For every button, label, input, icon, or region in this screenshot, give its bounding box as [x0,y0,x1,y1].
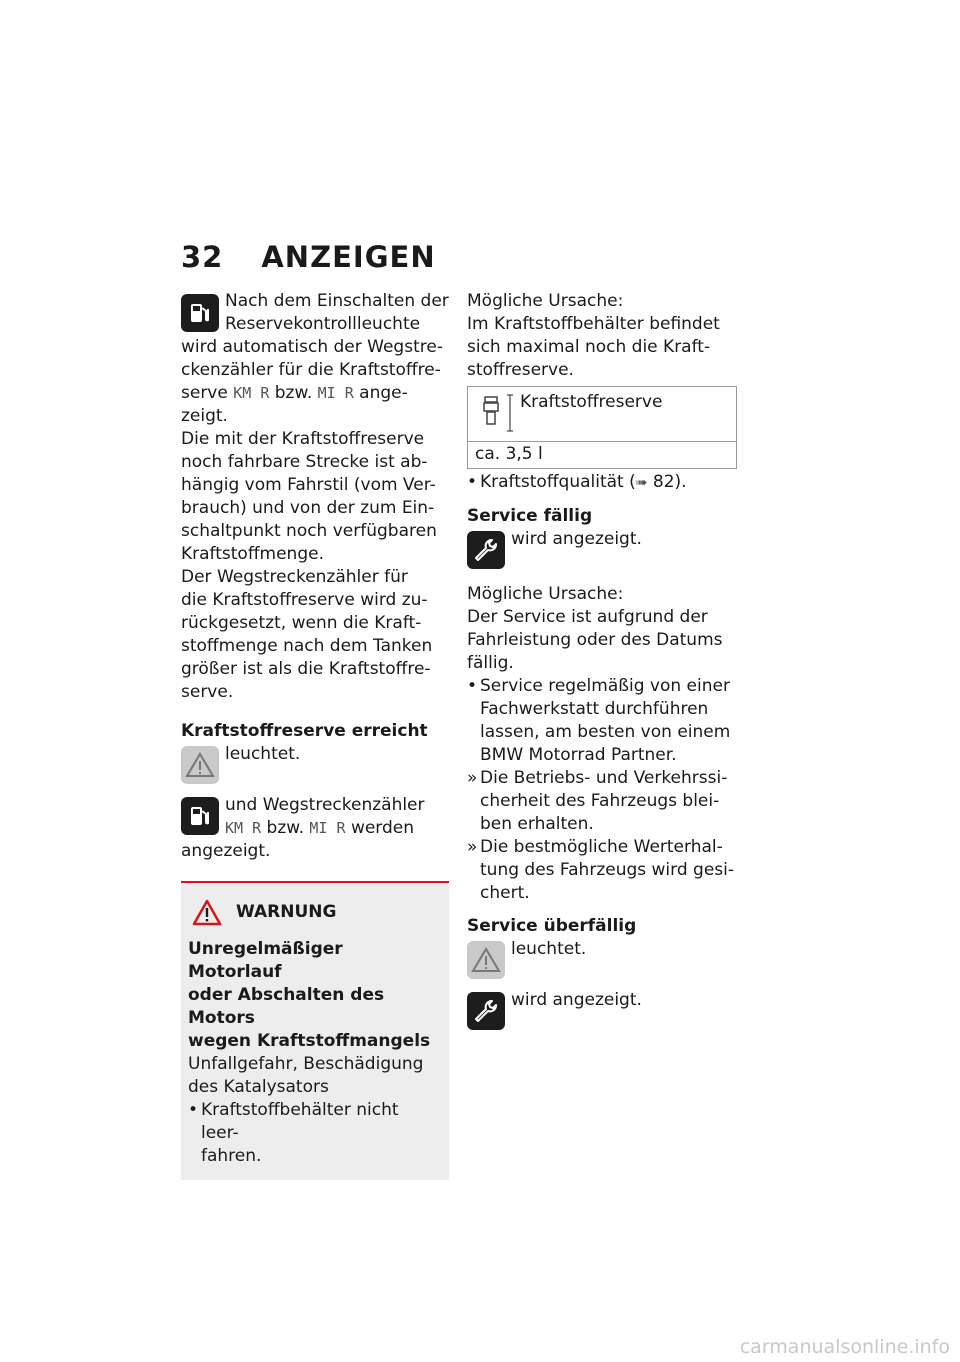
wrench-icon [467,531,505,569]
reserve-light-text: leuchtet. [225,744,301,764]
warning-triangle-icon-2 [467,941,505,979]
reserve-intro-paragraph: Nach dem Einschalten der Reservekontrollleuchte wird automatisch der Wegstre- ckenzähler für die Kraftstoffre- serve KM R bzw. MI R ange- zeigt. [181,291,449,426]
reserve-reached-heading: Kraftstoffreserve erreicht [181,721,428,741]
fuel-pump-icon [181,294,219,332]
warning-title: WARNUNG [188,899,441,926]
reserve-odometer-text: und Wegstreckenzähler KM R bzw. MI R werden angezeigt. [181,795,425,861]
possible-cause-label: Mögliche Ursache: [467,291,624,311]
arrow-right-icon: ➠ [635,475,648,491]
service-overdue-light: leuchtet. [511,939,587,959]
possible-cause-2-text: Der Service ist aufgrund der Fahrleistung oder des Datums fällig. [467,607,723,673]
warning-consequence: Unfallgefahr, Beschädigung des Katalysators [188,1054,424,1097]
fuel-pump-icon-2 [181,797,219,835]
possible-cause-2-label: Mögliche Ursache: [467,584,624,604]
wrench-icon-2 [467,992,505,1030]
service-due-heading: Service fällig [467,506,593,526]
service-overdue-text: wird angezeigt. [511,990,642,1010]
watermark: carmanualsonline.info [739,1336,950,1358]
page-heading [181,240,436,274]
possible-cause-text: Im Kraftstoffbehälter befindet sich maximal noch die Kraft- stoffreserve. [467,314,720,380]
fuel-tank-icon [482,393,514,433]
odometer-code-km: KM R [233,384,270,402]
fuel-quality-item[interactable]: • Kraftstoffqualität (➠ 82). [467,471,737,495]
page-number: 32 [181,240,224,274]
left-column [181,290,449,1180]
reserve-range-paragraph: Die mit der Kraftstoffreserve noch fahrbare Strecke ist ab- hängig vom Fahrstil (vom Ver- brauch) und von der zum Ein- schaltpunkt noch verfügbaren Kraftstoffmenge. [181,429,437,564]
service-result-2: » Die bestmögliche Werterhal- tung des Fahrzeugs wird gesi- chert. [467,836,737,905]
fuel-reserve-table [467,386,737,469]
service-overdue-heading: Service überfällig [467,916,637,936]
fuel-reserve-label: Kraftstoffreserve [520,392,663,412]
warning-instruction: • Kraftstoffbehälter nicht leer- fahren. [188,1099,441,1168]
warning-triangle-red-icon [192,899,222,926]
fuel-reserve-value: ca. 3,5 l [475,444,543,464]
page-title: ANZEIGEN [261,240,436,274]
service-result-1: » Die Betriebs- und Verkehrssi- cherheit des Fahrzeugs blei- ben erhalten. [467,767,737,836]
warning-cause: Unregelmäßiger Motorlauf oder Abschalten des Motors wegen Kraftstoffmangels [188,939,431,1051]
warning-box [181,881,449,1180]
right-column [467,290,737,1030]
odometer-code-mi: MI R [317,384,354,402]
warning-triangle-icon [181,746,219,784]
service-due-text: wird angezeigt. [511,529,642,549]
service-instruction: • Service regelmäßig von einer Fachwerkstatt durchführen lassen, am besten von einem BMW Motorrad Partner. [467,675,737,767]
odometer-reset-paragraph: Der Wegstreckenzähler für die Kraftstoffreserve wird zu- rückgesetzt, wenn die Kraft- stoffmenge nach dem Tanken größer ist als die Kraftstoffre- serve. [181,567,433,702]
